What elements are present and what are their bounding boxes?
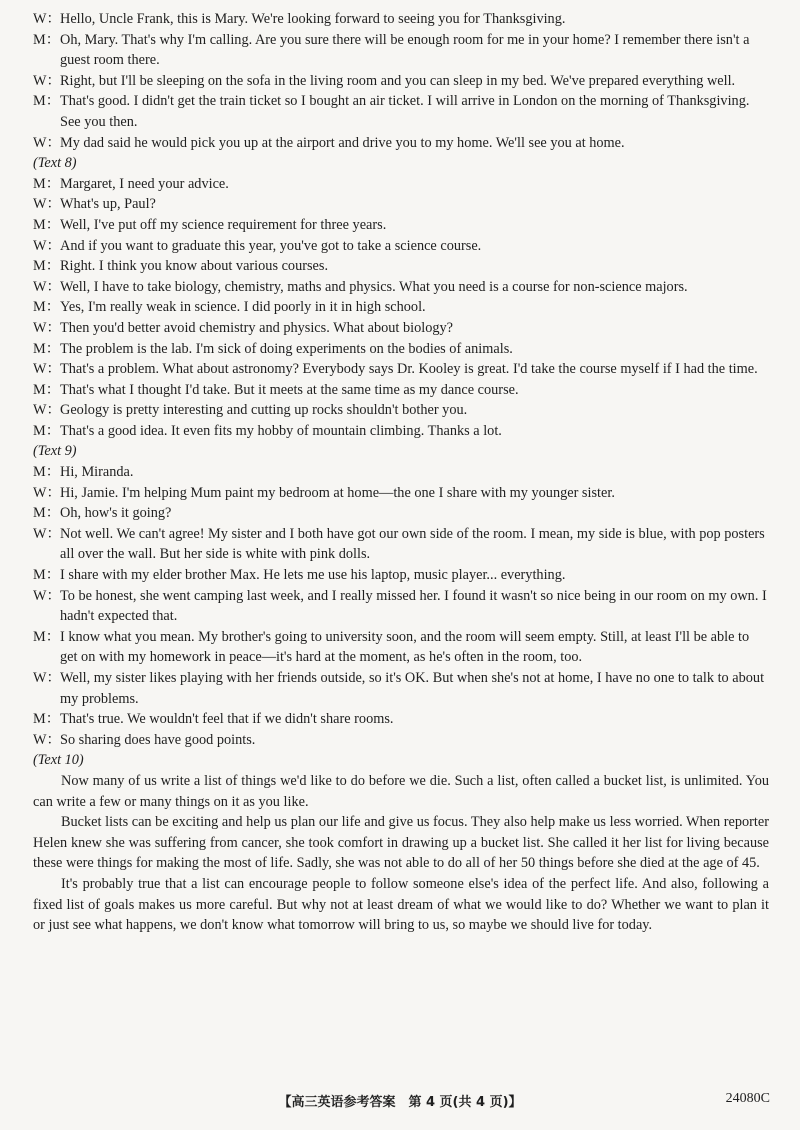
- dialogue-line: [33, 462, 769, 483]
- line-text: The problem is the lab. I'm sick of doing experiments on the bodies of animals.: [60, 340, 513, 357]
- speaker-label: W：: [33, 361, 61, 378]
- line-text: Hi, Jamie. I'm helping Mum paint my bedroom at home—the one I share with my younger sister.: [60, 484, 615, 501]
- line-text: Well, my sister likes playing with her friends outside, so it's OK. But when she's not at home, I have no one to talk to about my problems.: [60, 670, 765, 707]
- dialogue-text-9: [33, 462, 769, 750]
- text10-label: (Text 10): [33, 752, 84, 769]
- speaker-label: W：: [33, 134, 61, 151]
- speaker-label: M：: [33, 628, 61, 645]
- line-text: So sharing does have good points.: [60, 731, 256, 748]
- speaker-label: W：: [33, 319, 61, 336]
- speaker-label: M：: [33, 31, 61, 48]
- dialogue-line: [33, 194, 769, 215]
- speaker-label: W：: [33, 484, 61, 501]
- line-text: My dad said he would pick you up at the airport and drive you to my home. We'll see you at home.: [60, 134, 625, 151]
- dialogue-text-7: [33, 9, 769, 153]
- speaker-label: W：: [33, 72, 61, 89]
- speaker-label: W：: [33, 402, 61, 419]
- dialogue-line: [33, 380, 769, 401]
- dialogue-line: [33, 503, 769, 524]
- dialogue-line: [33, 9, 769, 30]
- line-text: That's what I thought I'd take. But it meets at the same time as my dance course.: [60, 381, 519, 398]
- dialogue-line: [33, 709, 769, 730]
- dialogue-line: [33, 256, 769, 277]
- line-text: Right. I think you know about various courses.: [60, 258, 329, 275]
- line-text: Margaret, I need your advice.: [60, 175, 229, 192]
- dialogue-line: [33, 236, 769, 257]
- line-text: Oh, Mary. That's why I'm calling. Are you sure there will be enough room for me in your home? I remember there isn't a guest room there.: [60, 31, 750, 69]
- speaker-label: W：: [33, 11, 61, 27]
- dialogue-line: [33, 133, 769, 154]
- footer-code: 24080C: [725, 1091, 770, 1106]
- line-text: That's true. We wouldn't feel that if we didn't share rooms.: [60, 711, 394, 728]
- dialogue-line: [33, 483, 769, 504]
- speaker-label: W：: [33, 278, 61, 295]
- speaker-label: W：: [33, 731, 61, 748]
- speaker-label: M：: [33, 93, 61, 110]
- dialogue-line: [33, 400, 769, 421]
- line-text: Well, I have to take biology, chemistry, maths and physics. What you need is a course for non-science majors.: [60, 278, 688, 295]
- speaker-label: M：: [33, 299, 61, 316]
- speaker-label: W：: [33, 587, 61, 604]
- dialogue-line: [33, 627, 769, 668]
- paragraph: Now many of us write a list of things we'd like to do before we die. Such a list, often called a bucket list, is unlimited. You can write a few or many things on it as you like.: [33, 772, 769, 810]
- dialogue-line: [33, 318, 769, 339]
- paragraph: It's probably true that a list can encourage people to follow someone else's idea of the perfect life. And also, following a fixed list of goals makes us more careful. But why not at least dream of what we would like to do? Whether we want to plan it or just see what happens, we don't know what tomorrow will bring to us, so maybe we should live for today.: [33, 875, 769, 934]
- dialogue-line: [33, 215, 769, 236]
- speaker-label: M：: [33, 567, 61, 584]
- dialogue-line: [33, 71, 769, 92]
- footer-title: 【高三英语参考答案 第 4 页(共 4 页)】: [278, 1095, 522, 1110]
- dialogue-line: [33, 339, 769, 360]
- speaker-label: M：: [33, 258, 61, 275]
- dialogue-line: [33, 277, 769, 298]
- line-text: Not well. We can't agree! My sister and I both have got our own side of the room. I mean, my side is blue, with pop posters all over the wall. But her side is white with pink dolls.: [60, 525, 765, 563]
- dialogue-line: [33, 524, 769, 565]
- dialogue-line: [33, 565, 769, 586]
- speaker-label: M：: [33, 505, 61, 522]
- line-text: Geology is pretty interesting and cutting up rocks shouldn't bother you.: [60, 402, 468, 419]
- speaker-label: M：: [33, 464, 61, 481]
- speaker-label: M：: [33, 422, 61, 439]
- speaker-label: W：: [33, 525, 61, 542]
- line-text: And if you want to graduate this year, you've got to take a science course.: [60, 237, 482, 254]
- line-text: That's good. I didn't get the train ticket so I bought an air ticket. I will arrive in London on the morning of Thanksgiving. See you then.: [60, 93, 750, 130]
- line-text: That's a problem. What about astronomy? Everybody says Dr. Kooley is great. I'd take the course myself if I had the time.: [60, 361, 758, 378]
- line-text: I know what you mean. My brother's going to university soon, and the room will seem empty. Still, at least I'll be able to get on with my homework in peace—it's hard at the moment, as he's often in the room, too.: [60, 628, 750, 666]
- speaker-label: M：: [33, 381, 61, 398]
- dialogue-line: [33, 359, 769, 380]
- dialogue-line: [33, 297, 769, 318]
- transcript-body: [33, 9, 769, 936]
- speaker-label: W：: [33, 237, 61, 254]
- line-text: That's a good idea. It even fits my hobby of mountain climbing. Thanks a lot.: [60, 422, 502, 439]
- line-text: Well, I've put off my science requirement for three years.: [60, 216, 387, 233]
- line-text: What's up, Paul?: [60, 196, 156, 213]
- line-text: Hello, Uncle Frank, this is Mary. We're looking forward to seeing you for Thanksgiving.: [60, 11, 566, 27]
- paragraph: Bucket lists can be exciting and help us plan our life and give us focus. They also help make us less worried. When reporter Helen knew she was suffering from cancer, she took comfort in drawing up a bucket list. She called it her list for living because these were things for making the most of life. Sadly, she was not able to do all of her 50 things before she died at the age of 45.: [33, 814, 769, 872]
- text8-label: (Text 8): [33, 155, 77, 172]
- dialogue-line: [33, 586, 769, 627]
- dialogue-line: [33, 174, 769, 195]
- speaker-label: M：: [33, 340, 61, 357]
- speaker-label: W：: [33, 670, 61, 686]
- line-text: Oh, how's it going?: [60, 505, 172, 522]
- monologue-text-10: [33, 771, 769, 936]
- text9-label: (Text 9): [33, 443, 77, 460]
- line-text: Then you'd better avoid chemistry and physics. What about biology?: [60, 319, 454, 336]
- speaker-label: M：: [33, 711, 61, 728]
- speaker-label: M：: [33, 216, 61, 233]
- dialogue-line: [33, 30, 769, 71]
- line-text: Hi, Miranda.: [60, 464, 134, 481]
- line-text: Yes, I'm really weak in science. I did poorly in it in high school.: [60, 299, 426, 316]
- dialogue-line: [33, 730, 769, 751]
- dialogue-line: [33, 421, 769, 442]
- dialogue-line: [33, 668, 769, 709]
- line-text: I share with my elder brother Max. He lets me use his laptop, music player... everything.: [60, 567, 566, 584]
- speaker-label: M：: [33, 175, 61, 192]
- page-footer: [0, 1091, 800, 1115]
- line-text: Right, but I'll be sleeping on the sofa in the living room and you can sleep in my bed. We've prepared everything well.: [60, 72, 736, 89]
- line-text: To be honest, she went camping last week, and I really missed her. I found it wasn't so nice being in our room on my own. I hadn't expected that.: [60, 587, 767, 625]
- dialogue-text-8: [33, 174, 769, 442]
- dialogue-line: [33, 91, 769, 132]
- speaker-label: W：: [33, 196, 61, 213]
